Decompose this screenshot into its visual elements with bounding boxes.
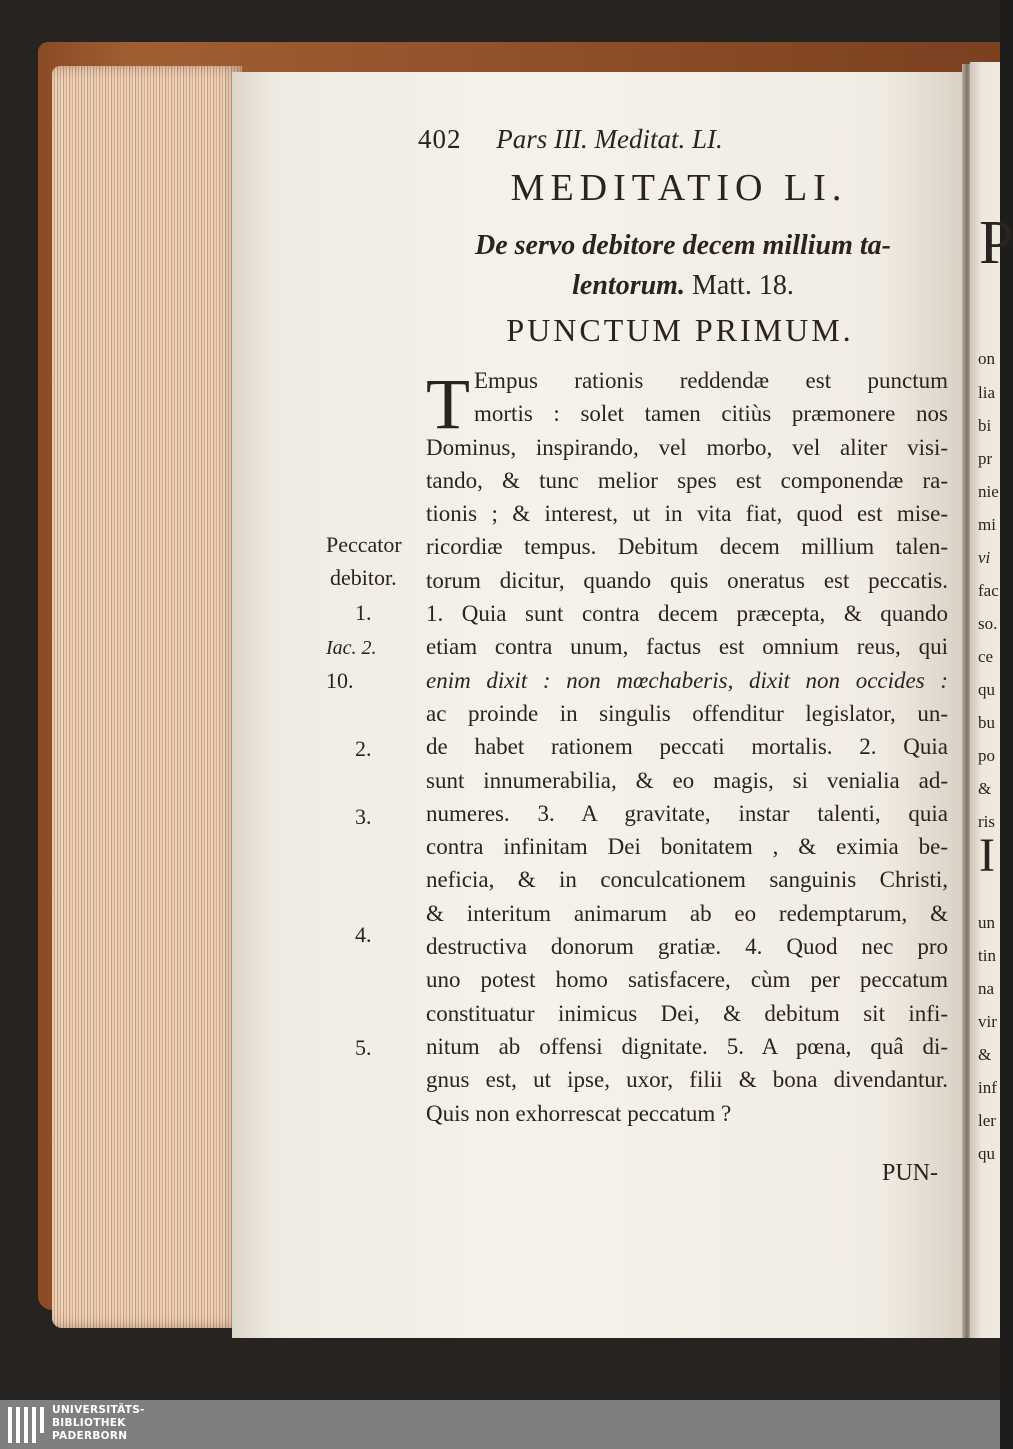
text-line: ricordiæ tempus. Debitum decem millium talen- <box>426 534 948 560</box>
section-heading: PUNCTUM PRIMUM. <box>506 312 854 348</box>
page-edges <box>52 66 242 1328</box>
text-line: uno potest homo satisfacere, cùm per peccatum <box>426 967 948 993</box>
next-page-text: po <box>978 746 995 765</box>
next-page-text: mi <box>978 515 996 534</box>
text-line: nitum ab offensi dignitate. 5. A pœna, quâ di- <box>426 1033 948 1059</box>
margin-note: 4. <box>355 922 372 947</box>
margin-note: 2. <box>355 736 372 761</box>
next-page-text: P <box>979 209 1013 277</box>
subtitle-line-2-ref: Matt. 18. <box>684 270 794 301</box>
next-page-text: vir <box>978 1012 997 1031</box>
right-page-fragment <box>970 62 1013 1338</box>
text-line: contra infinitam Dei bonitatem , & eximia be- <box>426 834 948 860</box>
subtitle-line-1: De servo debitore decem millium ta- <box>474 230 892 261</box>
next-page-text: fac <box>978 581 999 600</box>
library-name-line-3: PADERBORN <box>52 1430 128 1442</box>
text-line: Dominus, inspirando, vel morbo, vel aliter visi- <box>426 434 948 460</box>
text-line: 1. Quia sunt contra decem præcepta, & quando <box>426 601 948 627</box>
margin-note: debitor. <box>330 565 397 590</box>
library-name-line-1: UNIVERSITÄTS- <box>52 1404 145 1416</box>
next-page-text: I <box>979 829 995 882</box>
next-page-text: qu <box>978 1144 995 1163</box>
text-line: & interitum animarum ab eo redemptarum, & <box>426 900 948 926</box>
text-line: gnus est, ut ipse, uxor, filii & bona divendantur. <box>426 1067 948 1093</box>
margin-note: 3. <box>355 804 372 829</box>
library-name <box>52 1404 145 1443</box>
next-page-text: & <box>978 1045 992 1064</box>
next-page-text: na <box>978 979 995 998</box>
catchword: PUN- <box>882 1160 939 1186</box>
subtitle-line-2-italic: lentorum. <box>572 270 685 301</box>
text-line: ac proinde in singulis offenditur legislator, un- <box>426 700 948 726</box>
text-line: neficia, & in conculcationem sanguinis Christi, <box>426 867 948 893</box>
next-page-text: un <box>978 913 995 932</box>
next-page-text: nie <box>978 482 999 501</box>
body-text <box>426 364 948 1130</box>
margin-note: Peccator <box>326 532 402 557</box>
meditation-title: MEDITATIO LI. <box>510 167 848 209</box>
page-number: 402 <box>418 124 462 154</box>
text-line: torum dicitur, quando quis oneratus est peccatis. <box>426 567 948 593</box>
library-name-line-2: BIBLIOTHEK <box>52 1417 126 1429</box>
next-page-text: ce <box>978 647 994 666</box>
next-page-text: vi <box>978 548 991 567</box>
text-line: tionis ; & interest, ut in vita fiat, quod est mise- <box>426 501 948 527</box>
text-line: numeres. 3. A gravitate, instar talenti, quia <box>426 800 948 826</box>
margin-note: Iac. 2. <box>326 637 377 659</box>
library-footer <box>0 1400 1000 1449</box>
next-page-text: pr <box>978 449 993 468</box>
running-head <box>418 124 723 155</box>
margin-note: 5. <box>355 1035 372 1060</box>
margin-note: 10. <box>326 668 354 693</box>
library-logo-icon <box>8 1407 44 1443</box>
next-page-text: & <box>978 779 992 798</box>
running-title: Pars III. Meditat. LI. <box>496 124 723 154</box>
text-line: Empus rationis reddendæ est punctum <box>474 368 948 393</box>
text-line: destructiva donorum gratiæ. 4. Quod nec pro <box>426 934 948 960</box>
next-page-text: on <box>978 349 995 368</box>
next-page-text: bu <box>978 713 995 732</box>
meditation-subtitle <box>428 226 938 306</box>
next-page-text: tin <box>978 946 996 965</box>
text-line: Quis non exhorrescat peccatum ? <box>426 1100 732 1126</box>
text-line: etiam contra unum, factus est omnium reus, qui <box>426 634 948 660</box>
next-page-text: lia <box>978 383 995 402</box>
text-line: enim dixit : non mœchaberis, dixit non occides : <box>426 667 948 693</box>
text-line: sunt innumerabilia, & eo magis, si venialia ad- <box>426 767 948 793</box>
text-line: de habet rationem peccati mortalis. 2. Quia <box>426 734 948 760</box>
text-line: mortis : solet tamen citiùs præmonere nos <box>474 401 948 427</box>
next-page-text: qu <box>978 680 995 699</box>
text-line: tando, & tunc melior spes est componendæ ra- <box>426 467 948 493</box>
next-page-text: ler <box>978 1111 996 1130</box>
text-line: constituatur inimicus Dei, & debitum sit infi- <box>426 1000 948 1026</box>
drop-initial: T <box>426 364 470 444</box>
next-page-text: ris <box>978 812 995 831</box>
next-page-text: bi <box>978 416 992 435</box>
margin-note: 1. <box>355 600 372 625</box>
next-page-text: so. <box>978 614 998 633</box>
next-page-text: inf <box>978 1078 997 1097</box>
